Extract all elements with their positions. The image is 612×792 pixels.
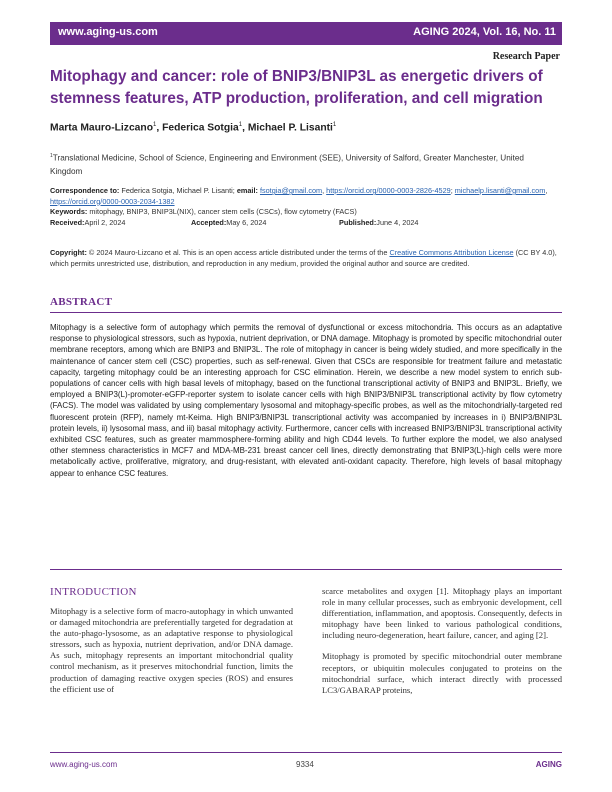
- affiliation: [50, 150, 555, 178]
- email-link[interactable]: fsotgia@gmail.com: [259, 186, 323, 195]
- accepted-date: May 6, 2024: [226, 217, 267, 227]
- footer-journal: AGING: [535, 760, 562, 769]
- abstract-heading: ABSTRACT: [50, 296, 113, 308]
- copyright-text-end: (CC BY 4.0), which permits unrestricted use, distribution, and reproduction in any medium, provided the original author and source are credited.: [50, 248, 557, 268]
- received-label: Received:: [50, 217, 85, 227]
- divider: [50, 569, 562, 570]
- published-date: June 4, 2024: [376, 217, 419, 227]
- orcid-link[interactable]: https://orcid.org/0000-0003-2826-4529: [326, 186, 451, 195]
- orcid-link[interactable]: https://orcid.org/0000-0003-2034-1382: [50, 196, 175, 206]
- email-link[interactable]: michaelp.lisanti@gmail.com: [454, 186, 546, 195]
- license-link[interactable]: Creative Commons Attribution License: [389, 248, 514, 257]
- journal-issue: AGING 2024, Vol. 16, No. 11: [413, 26, 556, 38]
- introduction-heading: INTRODUCTION: [50, 586, 137, 598]
- divider: [50, 312, 562, 313]
- body-column-right: [322, 586, 562, 696]
- paper-type: Research Paper: [492, 51, 560, 62]
- journal-header-bar: [50, 22, 562, 45]
- copyright-text: © 2024 Mauro-Lizcano et al. This is an open access article distributed under the terms of the: [88, 248, 388, 257]
- footer-divider: [50, 752, 562, 753]
- site-url[interactable]: www.aging-us.com: [58, 26, 158, 38]
- affiliation-text: Translational Medicine, School of Science, Engineering and Environment (SEE), University of Salford, Greater Manchester, United Kingdom: [50, 153, 524, 176]
- author-affil-marker: 1: [332, 122, 337, 128]
- keywords: mitophagy, BNIP3, BNIP3L(NIX), cancer stem cells (CSCs), flow cytometry (FACS): [89, 207, 357, 216]
- copyright-label: Copyright:: [50, 248, 87, 257]
- correspondence-names: Federica Sotgia, Michael P. Lisanti;: [121, 186, 235, 195]
- article-metadata: Correspondence to: Federica Sotgia, Michael P. Lisanti; email: fsotgia@gmail.com, https://orcid.org/0000-0003-2826-4529; michaelp.lisanti@gmail.com, https://orcid.org/0000-0003-2034-1382 Keywords: mitophagy, BNIP3, BNIP3L(NIX), cancer stem cells (CSCs), flow cytometry (FACS) Received: April 2, 2024 Accepted: May 6, 2024 Published: June 4, 2024: [50, 186, 548, 227]
- accepted-label: Accepted:: [191, 217, 227, 227]
- author-name: Michael P. Lisanti: [247, 122, 333, 134]
- received-date: April 2, 2024: [84, 217, 126, 227]
- article-title: Mitophagy and cancer: role of BNIP3/BNIP3L as energetic drivers of stemness features, ATP production, proliferation, and cell migration: [50, 68, 543, 107]
- keywords-label: Keywords:: [50, 207, 88, 216]
- copyright-notice: [50, 247, 562, 269]
- affiliation-marker: 1: [50, 153, 53, 159]
- author-affil-marker: 1: [238, 122, 243, 128]
- published-label: Published:: [339, 217, 377, 227]
- author-affil-marker: 1: [152, 122, 157, 128]
- page-number: 9334: [296, 760, 314, 769]
- paragraph: Mitophagy is a selective form of macro-autophagy in which unwanted or damaged mitochondria are preferentially targeted for degradation at the auto-phago-lysosome, as an adaptative response to physiological stressors, such as hypoxia, nutrient deprivation, and/or DNA damage. As such, mitophagy represents an important mitochondrial quality control mechanism, as it preserves mitochondrial function, limits the production of damaging reactive oxygen species (ROS) and ensures the efficient use of: [50, 606, 293, 694]
- body-column-left: [50, 606, 293, 695]
- email-label: email:: [236, 186, 258, 195]
- footer-site-url[interactable]: www.aging-us.com: [50, 760, 118, 769]
- author-name: Federica Sotgia: [162, 122, 239, 134]
- paragraph: Mitophagy is promoted by specific mitochondrial outer membrane receptors, or ubiquitin molecules conjugated to proteins on the mitochondrial surface, which interact directly with processed LC3/GABARAP proteins,: [322, 651, 562, 695]
- abstract-text: Mitophagy is a selective form of autophagy which permits the removal of dysfunctional or excess mitochondria. This occurs as an adaptative response to physiological stressors, such as hypoxia, nutrient deprivation, or DNA damage. Mitophagy is promoted by specific mitochondrial outer membrane receptors, among which are BNIP3 and BNIP3L. The role of mitophagy in cancer is being widely studied, and more specifically in the maintenance of cancer stem cell (CSC) properties, such as self-renewal. Given that CSCs are responsible for treatment failure and metastatic capacity, targeting mitophagy could be an interesting approach for CSC elimination. Herein, we describe a new model system to enrich sub-populations of cancer cells with high basal levels of mitophagy, based on the functional transcriptional activity of BNIP3 and BNIP3L. Briefly, we employed a BNIP3(L)-promoter-eGFP-reporter system to isolate cancer cells with high BNIP3/BNIP3L transcriptional activity by flow cytometry (FACS). The model was validated by using complementary lysosomal and mitophagy-specific probes, as well as the mitochondrially-targeted red fluorescent protein (RFP), namely mt-Keima. High BNIP3/BNIP3L transcriptional activity was accompanied by increases in i) BNIP3/BNIP3L protein levels, ii) lysosomal mass, and iii) basal mitophagy activity. Furthermore, cancer cells with increased BNIP3/BNIP3L transcriptional activity exhibited CSC features, such as greater mammosphere-forming ability and high CD44 levels. To further explore the model, we also analysed other stemness characteristics in MCF7 and MDA-MB-231 breast cancer cell lines, directly demonstrating that BNIP3(L)-high cells were more metabolically active, proliferative, migratory, and drug-resistant, with elevated anti-oxidant capacity. Therefore, high levels of basal mitophagy appear to enhance CSC features.: [50, 323, 562, 478]
- author-name: Marta Mauro-Lizcano: [50, 122, 153, 134]
- correspondence-label: Correspondence to:: [50, 186, 120, 195]
- paragraph: scarce metabolites and oxygen [1]. Mitophagy plays an important role in many cellular processes, such as embryonic development, cell differentiation, inflammation, and apoptosis. Consequently, defects in mitophagy have been linked to various pathological conditions, including neuro-degeneration, heart failure, cancer, and aging [2].: [322, 586, 562, 641]
- author-list: Marta Mauro-Lizcano$^1$, Federica Sotgia$^1$, Michael P. Lisanti$^1$: [50, 122, 337, 134]
